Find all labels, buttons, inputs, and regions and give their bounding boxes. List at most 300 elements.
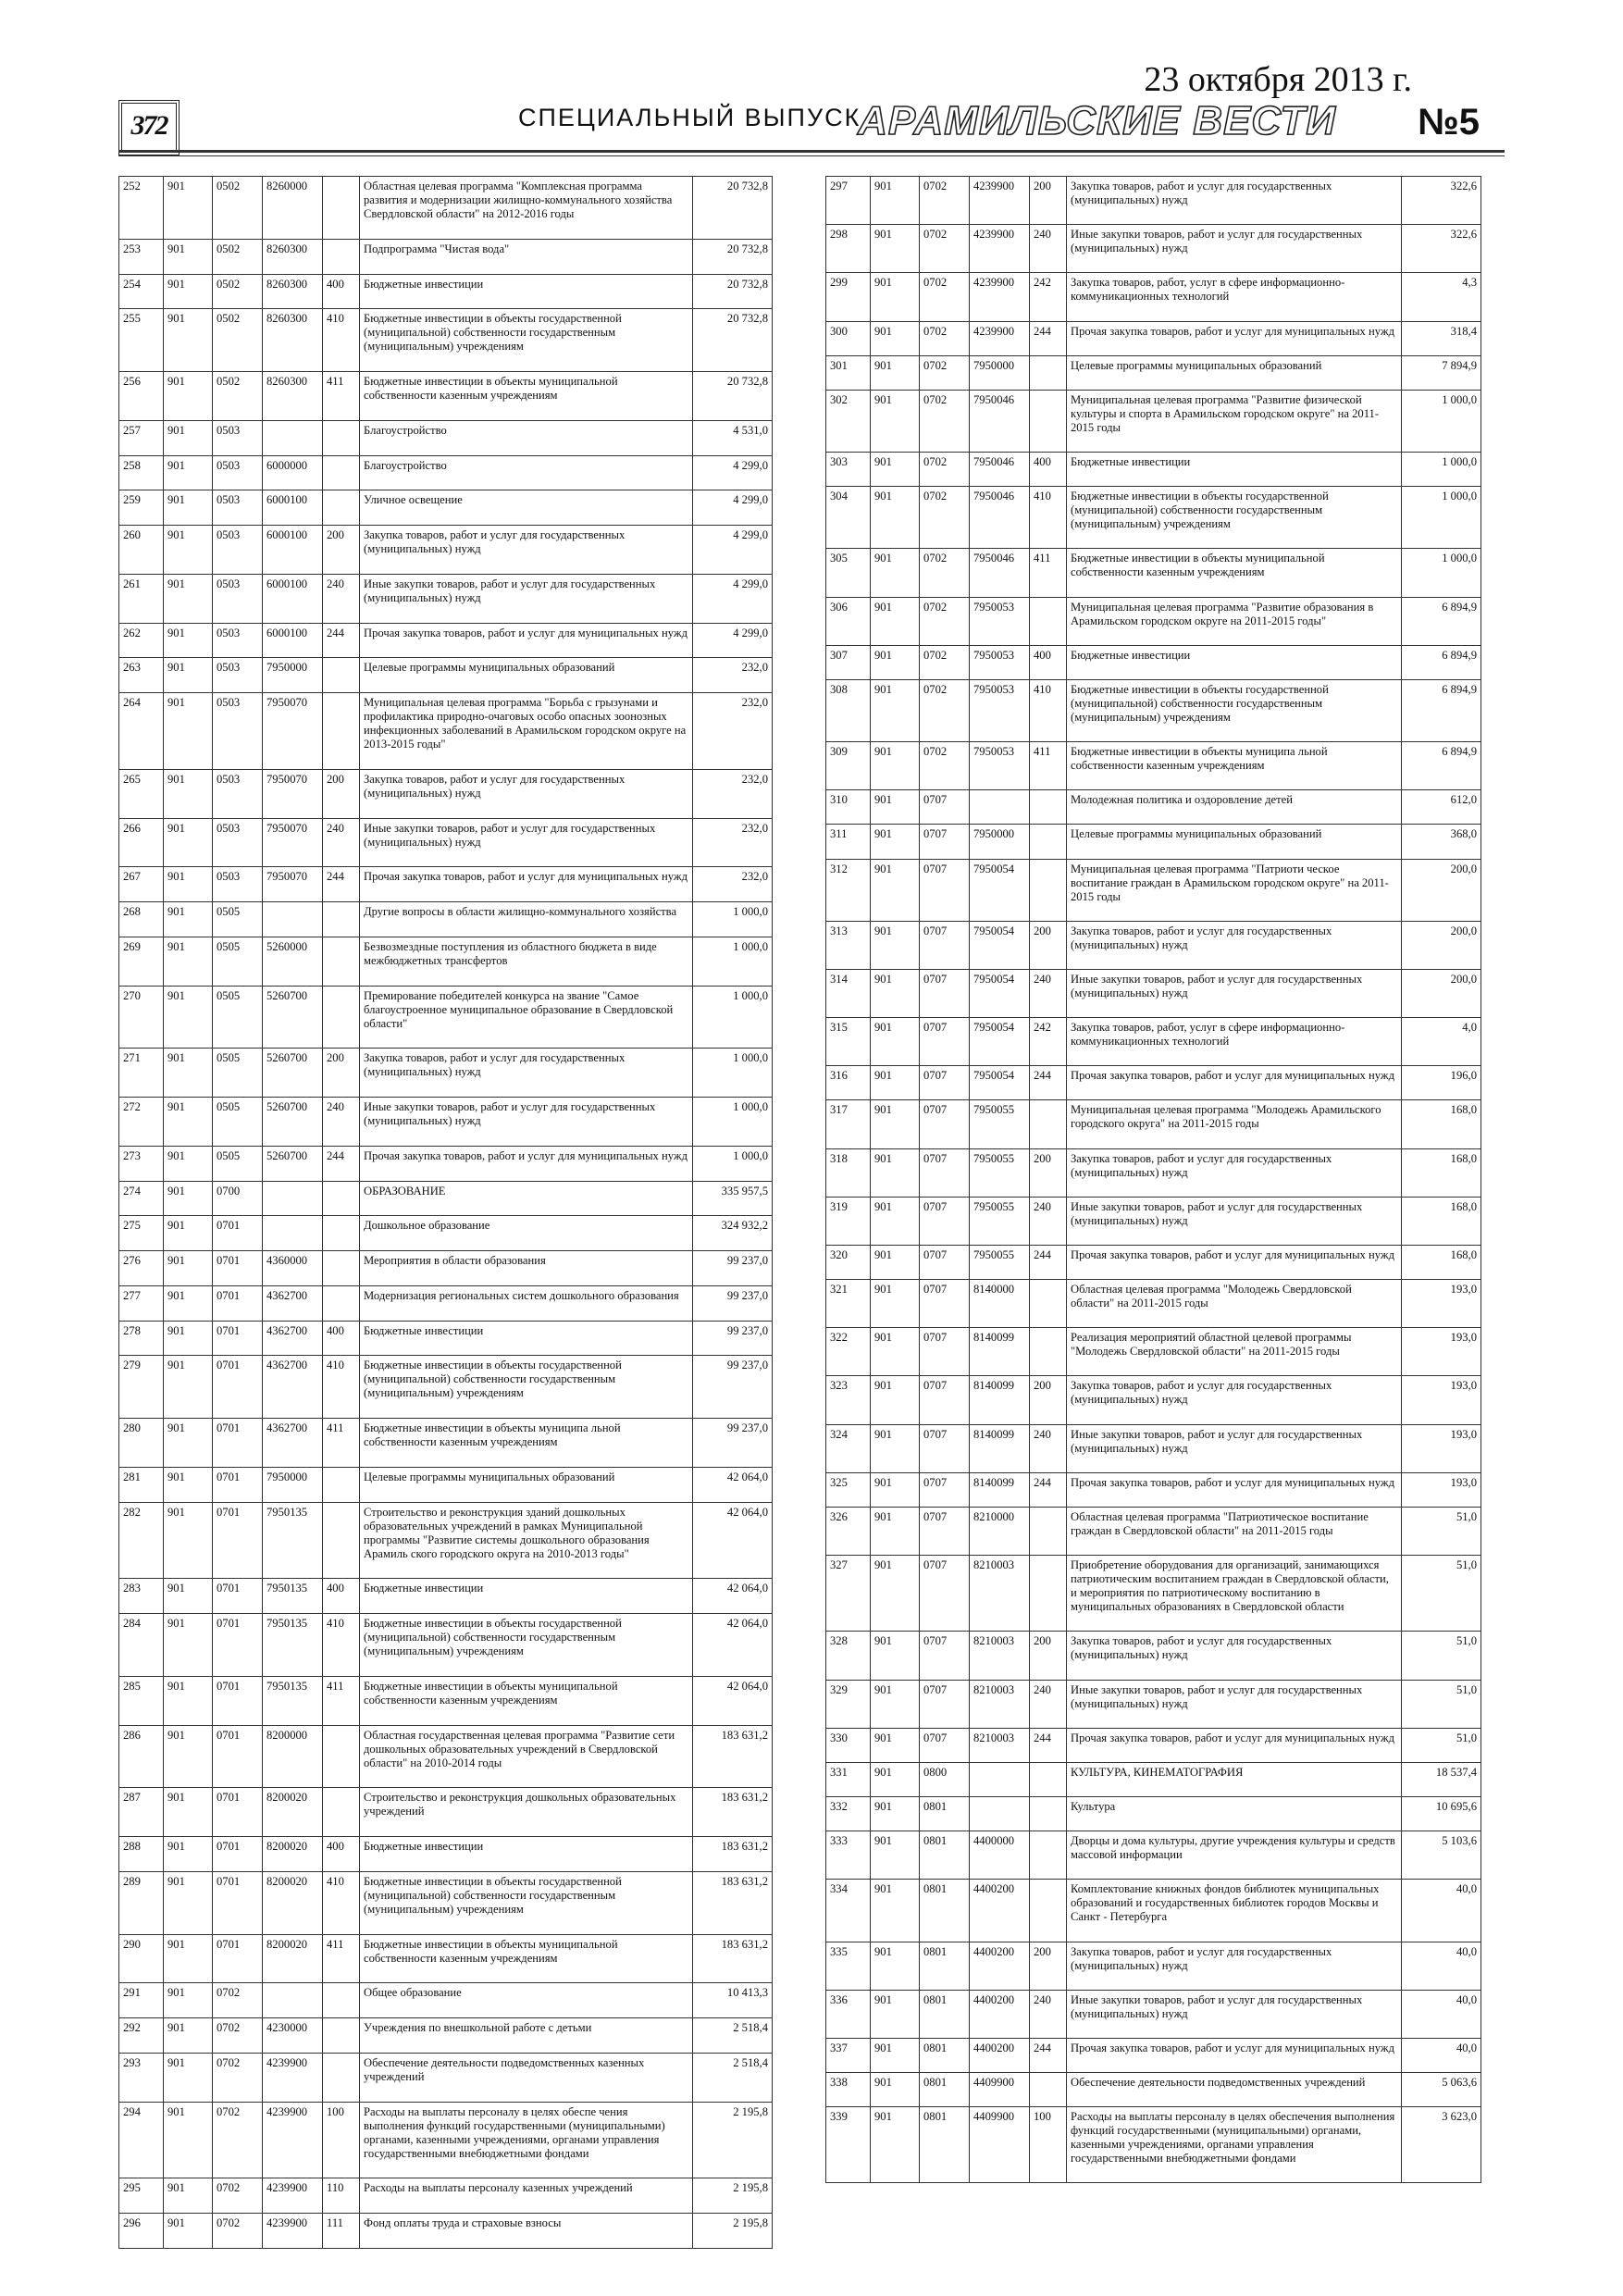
expense-type-code [323,455,360,490]
amount: 42 064,0 [693,1467,773,1502]
target-article-code: 4400200 [970,2038,1030,2072]
expense-type-code [323,1983,360,2018]
target-article-code: 8210003 [970,1680,1030,1728]
section-code: 0701 [213,1251,263,1286]
expense-name: Расходы на выплаты персоналу в целях обеспе чения выполнения функций государственными (муниципальными) органами, казенными учреждениями, органами управления государственными внебюджетными фондами [360,2102,693,2178]
admin-code: 901 [871,1197,920,1245]
amount: 612,0 [1402,790,1481,825]
expense-type-code: 244 [1030,1472,1067,1507]
amount: 232,0 [693,769,773,818]
expense-type-code [1030,1831,1067,1880]
expense-name: Дошкольное образование [360,1216,693,1251]
target-article-code: 7950135 [263,1502,323,1579]
target-article-code: 4400200 [970,1880,1030,1942]
table-row [826,859,1481,921]
expense-name: Закупка товаров, работ, услуг в сфере информационно-коммуникационных технологий [1067,273,1402,321]
amount: 335 957,5 [693,1181,773,1216]
row-number: 260 [119,526,164,575]
admin-code: 901 [164,372,213,421]
section-code: 0502 [213,309,263,372]
section-code: 0702 [920,273,970,321]
target-article-code: 7950135 [263,1614,323,1677]
target-article-code: 8210000 [970,1507,1030,1555]
admin-code: 901 [164,1579,213,1614]
section-code: 0701 [213,1871,263,1934]
table-row [119,2214,773,2249]
row-number: 297 [826,177,871,225]
table-row [119,1983,773,2018]
newspaper-title: АРАМИЛЬСКИЕ ВЕСТИ [858,98,1336,143]
expense-name: Другие вопросы в области жилищно-коммунального хозяйства [360,902,693,937]
page-header [0,0,1623,167]
expense-name: Прочая закупка товаров, работ и услуг для муниципальных нужд [360,623,693,658]
table-row [119,867,773,902]
target-article-code: 7950046 [970,549,1030,597]
target-article-code: 7950054 [970,1066,1030,1100]
expense-name: Подпрограмма "Чистая вода" [360,239,693,274]
amount: 3 623,0 [1402,2107,1481,2183]
expense-type-code: 411 [1030,549,1067,597]
section-code: 0503 [213,769,263,818]
section-code: 0503 [213,623,263,658]
expense-type-code: 400 [1030,645,1067,679]
section-code: 0701 [213,1579,263,1614]
admin-code: 901 [164,2214,213,2249]
expense-name: Закупка товаров, работ и услуг для государственных (муниципальных) нужд [1067,1148,1402,1197]
table-row [119,1871,773,1934]
row-number: 277 [119,1285,164,1321]
amount: 99 237,0 [693,1321,773,1356]
section-code: 0702 [213,2102,263,2178]
table-row [826,1376,1481,1424]
section-code: 0707 [920,1376,970,1424]
expense-name: Бюджетные инвестиции в объекты государственной (муниципальной) собственности государственным (муниципальным) учреждениям [360,1356,693,1419]
admin-code: 901 [164,2053,213,2102]
amount: 368,0 [1402,825,1481,859]
expense-type-code: 411 [323,1934,360,1983]
amount: 1 000,0 [693,1049,773,1098]
row-number: 314 [826,969,871,1017]
expense-type-code [1030,1280,1067,1328]
expense-name: Бюджетные инвестиции в объекты муниципа льной собственности казенным учреждениям [1067,742,1402,790]
target-article-code: 4239900 [263,2053,323,2102]
table-row [826,921,1481,969]
row-number: 264 [119,693,164,770]
expense-type-code: 200 [323,769,360,818]
amount: 1 000,0 [1402,549,1481,597]
expense-type-code: 100 [323,2102,360,2178]
row-number: 282 [119,1502,164,1579]
expense-name: Закупка товаров, работ и услуг для государственных (муниципальных) нужд [1067,1942,1402,1990]
amount: 1 000,0 [693,902,773,937]
amount: 1 000,0 [1402,487,1481,549]
section-code: 0702 [920,597,970,645]
section-code: 0707 [920,1280,970,1328]
target-article-code: 4239900 [970,225,1030,273]
expense-name: Закупка товаров, работ и услуг для государственных (муниципальных) нужд [360,1049,693,1098]
expense-type-code [323,2053,360,2102]
expense-type-code: 240 [323,818,360,867]
amount: 193,0 [1402,1472,1481,1507]
header-rule-thin [118,155,1505,156]
table-row [119,1098,773,1147]
expense-name: Закупка товаров, работ и услуг для государственных (муниципальных) нужд [1067,177,1402,225]
admin-code: 901 [164,526,213,575]
admin-code: 901 [164,693,213,770]
table-row [826,1424,1481,1472]
table-row [826,1990,1481,2038]
amount: 6 894,9 [1402,597,1481,645]
admin-code: 901 [871,859,920,921]
amount: 200,0 [1402,859,1481,921]
expense-type-code [1030,825,1067,859]
table-row [119,455,773,490]
amount: 6 894,9 [1402,679,1481,741]
expense-type-code [1030,1556,1067,1632]
table-row [119,274,773,309]
expense-type-code [323,177,360,240]
amount: 4 299,0 [693,623,773,658]
expense-name: Иные закупки товаров, работ и услуг для государственных (муниципальных) нужд [360,1098,693,1147]
row-number: 294 [119,2102,164,2178]
expense-type-code [323,658,360,693]
section-code: 0505 [213,1146,263,1181]
expense-type-code [323,490,360,526]
admin-code: 901 [871,1507,920,1555]
amount: 51,0 [1402,1632,1481,1680]
row-number: 325 [826,1472,871,1507]
row-number: 332 [826,1797,871,1831]
section-code: 0707 [920,1245,970,1279]
amount: 20 732,8 [693,274,773,309]
section-code: 0707 [920,1507,970,1555]
amount: 200,0 [1402,969,1481,1017]
table-row [826,487,1481,549]
row-number: 269 [119,937,164,986]
expense-type-code: 411 [323,372,360,421]
table-row [119,1788,773,1837]
expense-type-code: 400 [323,1837,360,1872]
section-code: 0505 [213,1098,263,1147]
table-row [826,1280,1481,1328]
row-number: 316 [826,1066,871,1100]
expense-name: Бюджетные инвестиции [360,1837,693,1872]
table-row [826,1762,1481,1796]
expense-type-code: 240 [1030,1424,1067,1472]
expense-name: Прочая закупка товаров, работ и услуг для муниципальных нужд [1067,1472,1402,1507]
row-number: 272 [119,1098,164,1147]
expense-type-code: 410 [323,1871,360,1934]
expense-name: Бюджетные инвестиции в объекты муниципальной собственности казенным учреждениям [1067,549,1402,597]
table-row [119,623,773,658]
table-row [119,1579,773,1614]
table-row [826,597,1481,645]
row-number: 305 [826,549,871,597]
section-code: 0801 [920,1831,970,1880]
amount: 183 631,2 [693,1837,773,1872]
row-number: 331 [826,1762,871,1796]
target-article-code: 7950135 [263,1579,323,1614]
expense-name: Бюджетные инвестиции в объекты муниципа льной собственности казенным учреждениям [360,1419,693,1468]
admin-code: 901 [871,742,920,790]
admin-code: 901 [164,769,213,818]
table-row [826,2107,1481,2183]
section-code: 0701 [213,1614,263,1677]
amount: 20 732,8 [693,239,773,274]
table-row [119,372,773,421]
expense-type-code [323,1181,360,1216]
table-row [119,986,773,1049]
expense-name: Обеспечение деятельности подведомственных казенных учреждений [360,2053,693,2102]
section-code: 0502 [213,177,263,240]
admin-code: 901 [871,321,920,355]
expense-type-code: 200 [1030,177,1067,225]
section-code: 0503 [213,420,263,455]
target-article-code: 4239900 [263,2102,323,2178]
section-code: 0701 [213,1467,263,1502]
target-article-code: 4239900 [263,2214,323,2249]
expense-type-code: 244 [1030,2038,1067,2072]
expense-type-code: 200 [1030,1376,1067,1424]
target-article-code [263,1216,323,1251]
amount: 99 237,0 [693,1251,773,1286]
expense-type-code: 240 [1030,1990,1067,2038]
target-article-code: 7950054 [970,921,1030,969]
section-code: 0701 [213,1419,263,1468]
table-row [826,825,1481,859]
amount: 322,6 [1402,225,1481,273]
admin-code: 901 [871,1018,920,1066]
expense-name: Уличное освещение [360,490,693,526]
target-article-code [970,1797,1030,1831]
table-row [119,490,773,526]
budget-table-left [118,176,773,2249]
target-article-code: 4400200 [970,1942,1030,1990]
section-code: 0801 [920,1797,970,1831]
expense-name: Областная государственная целевая программа "Развитие сети дошкольных образовательных учреждений в Свердловской области" на 2010-2014 годы [360,1725,693,1788]
section-code: 0701 [213,1934,263,1983]
row-number: 319 [826,1197,871,1245]
admin-code: 901 [871,1797,920,1831]
section-code: 0505 [213,1049,263,1098]
amount: 18 537,4 [1402,1762,1481,1796]
section-code: 0707 [920,1556,970,1632]
admin-code: 901 [871,1680,920,1728]
admin-code: 901 [871,1990,920,2038]
target-article-code: 7950054 [970,859,1030,921]
row-number: 283 [119,1579,164,1614]
table-row [826,390,1481,452]
target-article-code [263,902,323,937]
section-code: 0707 [920,790,970,825]
issue-number: №5 [1418,102,1480,143]
admin-code: 901 [871,1280,920,1328]
target-article-code [263,420,323,455]
expense-name: Областная целевая программа "Комплексная программа развития и модернизации жилищно-коммунального хозяйства Свердловской области" на 2012-2016 годы [360,177,693,240]
row-number: 287 [119,1788,164,1837]
admin-code: 901 [164,1098,213,1147]
amount: 4 299,0 [693,455,773,490]
section-code: 0503 [213,818,263,867]
target-article-code: 8140000 [970,1280,1030,1328]
admin-code: 901 [164,1676,213,1725]
target-article-code: 6000000 [263,455,323,490]
expense-name: Культура [1067,1797,1402,1831]
row-number: 307 [826,645,871,679]
table-row [119,1837,773,1872]
expense-type-code: 400 [1030,453,1067,487]
budget-table-left-body [119,177,773,2249]
amount: 318,4 [1402,321,1481,355]
table-row [826,790,1481,825]
admin-code: 901 [164,986,213,1049]
table-row [119,1356,773,1419]
table-row [119,2053,773,2102]
target-article-code [970,1762,1030,1796]
admin-code: 901 [871,273,920,321]
target-article-code: 7950000 [263,658,323,693]
row-number: 318 [826,1148,871,1197]
admin-code: 901 [871,1066,920,1100]
section-code: 0701 [213,1285,263,1321]
expense-name: Благоустройство [360,420,693,455]
section-code: 0707 [920,1728,970,1762]
section-code: 0707 [920,1018,970,1066]
expense-name: Премирование победителей конкурса на звание "Самое благоустроенное муниципальное образование в Свердловской области" [360,986,693,1049]
row-number: 263 [119,658,164,693]
expense-type-code: 410 [323,309,360,372]
row-number: 268 [119,902,164,937]
expense-name: Бюджетные инвестиции в объекты государственной (муниципальной) собственности государственным (муниципальным) учреждениям [360,1871,693,1934]
row-number: 336 [826,1990,871,2038]
target-article-code: 7950053 [970,645,1030,679]
section-code: 0701 [213,1725,263,1788]
amount: 1 000,0 [1402,453,1481,487]
table-row [826,1100,1481,1148]
target-article-code: 8260300 [263,274,323,309]
admin-code: 901 [871,1942,920,1990]
row-number: 338 [826,2073,871,2107]
section-code: 0801 [920,1880,970,1942]
admin-code: 901 [164,1181,213,1216]
expense-type-code: 400 [323,1321,360,1356]
amount: 6 894,9 [1402,742,1481,790]
expense-type-code: 244 [1030,1066,1067,1100]
issue-date: 23 октября 2013 г. [1144,60,1412,99]
expense-name: Бюджетные инвестиции [1067,453,1402,487]
target-article-code [263,1983,323,2018]
amount: 40,0 [1402,1880,1481,1942]
amount: 1 000,0 [693,937,773,986]
expense-name: Молодежная политика и оздоровление детей [1067,790,1402,825]
admin-code: 901 [871,390,920,452]
expense-name: Закупка товаров, работ и услуг для государственных (муниципальных) нужд [1067,921,1402,969]
target-article-code: 4362700 [263,1356,323,1419]
row-number: 284 [119,1614,164,1677]
section-code: 0707 [920,1148,970,1197]
admin-code: 901 [164,1419,213,1468]
admin-code: 901 [164,309,213,372]
amount: 1 000,0 [693,1098,773,1147]
row-number: 254 [119,274,164,309]
row-number: 255 [119,309,164,372]
section-code: 0702 [920,321,970,355]
expense-name: Бюджетные инвестиции в объекты государственной (муниципальной) собственности государственным (муниципальным) учреждениям [1067,487,1402,549]
admin-code: 901 [871,2107,920,2183]
table-row [826,1328,1481,1376]
admin-code: 901 [164,1725,213,1788]
row-number: 258 [119,455,164,490]
expense-type-code [1030,1507,1067,1555]
admin-code: 901 [871,597,920,645]
row-number: 262 [119,623,164,658]
expense-name: Прочая закупка товаров, работ и услуг для муниципальных нужд [1067,321,1402,355]
table-row [826,1018,1481,1066]
section-code: 0702 [920,225,970,273]
expense-name: Иные закупки товаров, работ и услуг для государственных (муниципальных) нужд [1067,1424,1402,1472]
table-row [119,902,773,937]
section-code: 0707 [920,1100,970,1148]
table-row [119,574,773,623]
section-code: 0503 [213,526,263,575]
table-row [119,1251,773,1286]
target-article-code: 8140099 [970,1328,1030,1376]
expense-type-code: 200 [1030,1942,1067,1990]
expense-name: Расходы на выплаты персоналу в целях обеспечения выполнения функций государственными (муниципальными) органами, казенными учреждениями, органами управления государственными внебюджетными фондами [1067,2107,1402,2183]
expense-name: Бюджетные инвестиции в объекты муниципальной собственности казенным учреждениям [360,372,693,421]
amount: 1 000,0 [693,986,773,1049]
expense-name: Целевые программы муниципальных образований [360,658,693,693]
amount: 183 631,2 [693,1788,773,1837]
admin-code: 901 [164,1788,213,1837]
admin-code: 901 [164,1837,213,1872]
expense-type-code [323,1502,360,1579]
row-number: 286 [119,1725,164,1788]
admin-code: 901 [164,1467,213,1502]
expense-type-code: 240 [323,574,360,623]
target-article-code: 7950000 [970,355,1030,390]
row-number: 253 [119,239,164,274]
target-article-code: 7950054 [970,1018,1030,1066]
row-number: 309 [826,742,871,790]
section-code: 0505 [213,902,263,937]
target-article-code: 4409900 [970,2073,1030,2107]
amount: 324 932,2 [693,1216,773,1251]
admin-code: 901 [164,1502,213,1579]
row-number: 337 [826,2038,871,2072]
admin-code: 901 [871,487,920,549]
amount: 196,0 [1402,1066,1481,1100]
row-number: 291 [119,1983,164,2018]
expense-type-code [323,902,360,937]
amount: 51,0 [1402,1680,1481,1728]
target-article-code: 4230000 [263,2018,323,2054]
expense-name: Областная целевая программа "Молодежь Свердловской области" на 2011-2015 годы [1067,1280,1402,1328]
expense-type-code [1030,790,1067,825]
target-article-code: 5260700 [263,986,323,1049]
amount: 20 732,8 [693,309,773,372]
expense-name: Бюджетные инвестиции в объекты государственной (муниципальной) собственности государственным (муниципальным) учреждениям [360,1614,693,1677]
admin-code: 901 [164,2018,213,2054]
section-code: 0702 [920,679,970,741]
row-number: 252 [119,177,164,240]
table-row [826,273,1481,321]
expense-name: Прочая закупка товаров, работ и услуг для муниципальных нужд [360,1146,693,1181]
expense-name: КУЛЬТУРА, КИНЕМАТОГРАФИЯ [1067,1762,1402,1796]
target-article-code: 4400000 [970,1831,1030,1880]
table-row [826,1507,1481,1555]
expense-type-code [323,986,360,1049]
